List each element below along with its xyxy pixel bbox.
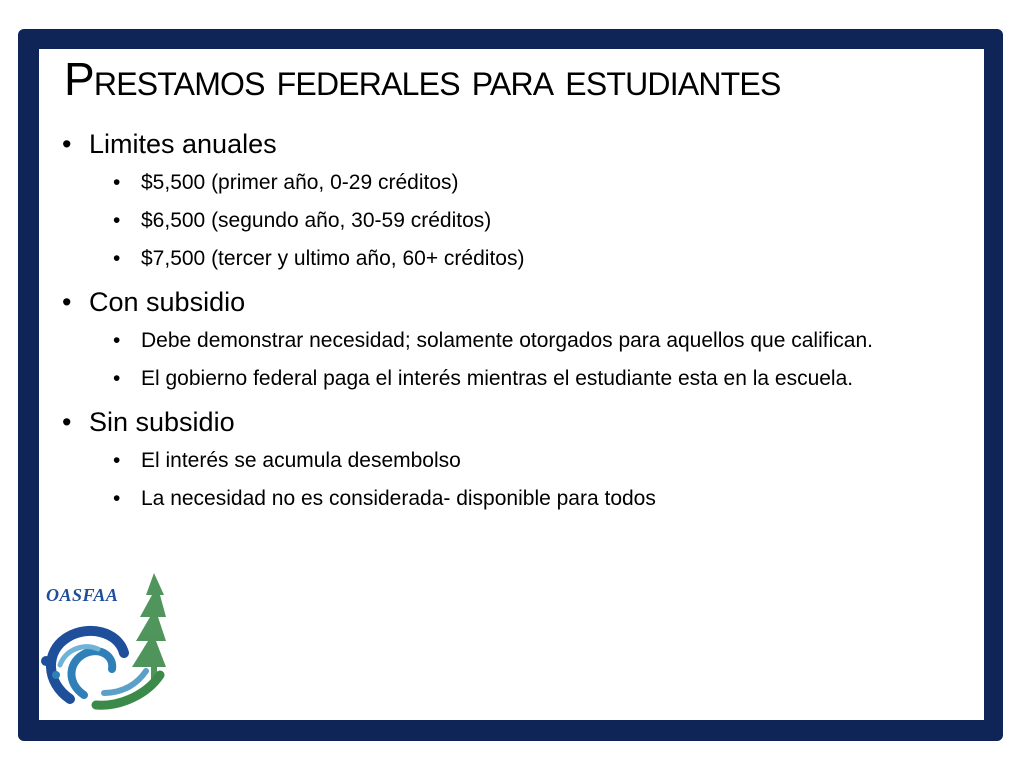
bullet-limites-anuales <box>60 128 940 274</box>
sub-bullet-list <box>89 167 940 274</box>
bullet-marker: • <box>62 129 72 159</box>
sub-bullet <box>111 445 940 476</box>
bullet-text: Sin subsidio <box>89 407 235 437</box>
sub-bullet-text: La necesidad no es considerada- disponible para todos <box>141 487 656 510</box>
sub-bullet-list <box>89 445 940 514</box>
sub-bullet <box>111 205 940 236</box>
bullet-text: Limites anuales <box>89 129 277 159</box>
bullet-marker: • <box>62 287 72 317</box>
bullet-marker: • <box>113 209 121 232</box>
sub-bullet-text: El gobierno federal paga el interés mientras el estudiante esta en la escuela. <box>141 367 854 390</box>
bullet-con-subsidio <box>60 286 940 394</box>
bullet-list <box>60 128 940 514</box>
bullet-marker: • <box>62 407 72 437</box>
sub-bullet-text: $7,500 (tercer y ultimo año, 60+ créditos) <box>141 247 525 270</box>
bullet-marker: • <box>113 449 121 472</box>
bullet-marker: • <box>113 367 121 390</box>
sub-bullet <box>111 363 940 394</box>
bullet-text: Con subsidio <box>89 287 246 317</box>
bullet-marker: • <box>113 171 121 194</box>
sub-bullet-list <box>89 325 940 394</box>
bullet-marker: • <box>113 487 121 510</box>
sub-bullet <box>111 325 940 356</box>
bullet-sin-subsidio <box>60 406 940 514</box>
bullet-marker: • <box>113 329 121 352</box>
oasfaa-logo <box>26 565 186 710</box>
sub-bullet-text: $5,500 (primer año, 0-29 créditos) <box>141 171 459 194</box>
slide-title: Prestamos federales para estudiantes <box>64 53 781 105</box>
sub-bullet <box>111 167 940 198</box>
sub-bullet-text: Debe demonstrar necesidad; solamente otorgados para aquellos que califican. <box>141 329 873 352</box>
sub-bullet-text: $6,500 (segundo año, 30-59 créditos) <box>141 209 492 232</box>
sub-bullet <box>111 483 940 514</box>
bullet-marker: • <box>113 247 121 270</box>
logo-text: OASFAA <box>46 585 119 605</box>
sub-bullet <box>111 243 940 274</box>
sub-bullet-text: El interés se acumula desembolso <box>141 449 461 472</box>
